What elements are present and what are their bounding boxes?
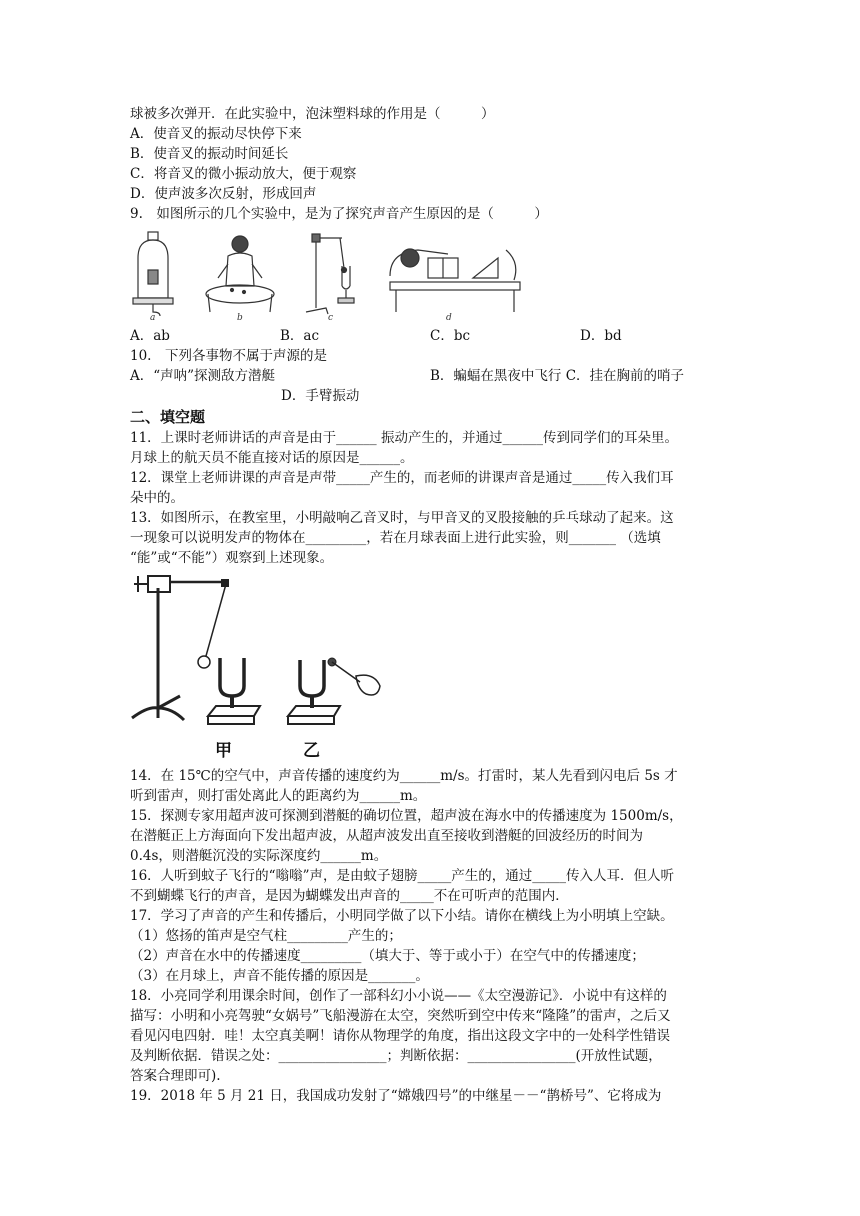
tuning-fork-jia-illustration: [208, 658, 260, 724]
q10-option-bc: B．蝙蝠在黑夜中飞行 C．挂在胸前的哨子: [430, 368, 685, 384]
person-drum-illustration: [206, 236, 274, 312]
q16-line-2: 不到蝴蝶飞行的声音，是因为蝴蝶发出声音的_____不在可听声的范围内．: [130, 888, 569, 904]
q17-line-1: 17．学习了声音的产生和传播后，小明同学做了以下小结。请你在横线上为小明填上空缺。: [130, 908, 674, 924]
q12-line-1: 12．课堂上老师讲课的声音是声带_____产生的，而老师的讲课声音是通过_____传入我们耳: [130, 470, 674, 486]
q13-line-2: 一现象可以说明发声的物体在_________，若在月球表面上进行此实验，则_______ （选填: [130, 530, 661, 546]
tuning-fork-stand-illustration: [306, 234, 354, 314]
q8-option-c: C．将音叉的微小振动放大，便于观察: [130, 166, 357, 182]
q15-line-1: 15．探测专家用超声波可探测到潜艇的确切位置，超声波在海水中的传播速度为 1500m/s，: [130, 808, 683, 824]
q9-option-b: B．ac: [280, 328, 320, 344]
q8-option-a: A．使音叉的振动尽快停下来: [130, 126, 302, 142]
figure-label-d: d: [446, 313, 452, 323]
q9-option-c: C．bc: [430, 328, 471, 344]
q18-line-2: 描写：小明和小亮驾驶“女娲号”飞船漫游在太空，突然听到空中传来“隆隆”的雷声，之后又: [130, 1008, 671, 1024]
figure-label-b: b: [237, 313, 243, 323]
q18-line-4: 及判断依据．错误之处：________________；判断依据：________________(开放性试题，: [130, 1048, 662, 1064]
q9-stem: 9. 如图所示的几个实验中，是为了探究声音产生原因的是（ ）: [130, 206, 548, 222]
q8-option-d: D．使声波多次反射，形成回声: [130, 186, 317, 202]
q18-line-5: 答案合理即可).: [130, 1068, 221, 1084]
figure-label-a: a: [150, 313, 156, 323]
person-table-illustration: [390, 249, 520, 312]
fork-label-yi: 乙: [303, 741, 320, 761]
tuning-fork-yi-illustration: [288, 658, 380, 724]
q17-line-2: （1）悠扬的笛声是空气柱_________产生的；: [130, 928, 402, 944]
q10-stem: 10. 下列各事物不属于声源的是: [130, 348, 327, 364]
q17-line-3: （2）声音在水中的传播速度_________（填大于、等于或小于）在空气中的传播速度；: [130, 948, 645, 964]
q15-line-3: 0.4s，则潜艇沉没的实际深度约______m。: [130, 848, 388, 864]
section-heading: 二、填空题: [130, 408, 206, 426]
q14-line-1: 14．在 15℃的空气中，声音传播的速度约为______m/s。打雷时，某人先看到闪电后 5s 才: [130, 768, 678, 784]
q10-option-d: D．手臂振动: [281, 388, 360, 404]
q9-figure: [128, 228, 528, 324]
iron-stand-illustration: [132, 576, 228, 720]
q13-figure: [128, 568, 398, 728]
q13-line-3: “能”或“不能”）观察到上述现象。: [130, 550, 334, 566]
fork-label-jia: 甲: [215, 741, 232, 761]
q8-stem-line: 球被多次弹开．在此实验中，泡沫塑料球的作用是（ ）: [130, 106, 495, 122]
q19-line-1: 19．2018 年 5 月 21 日，我国成功发射了“嫦娥四号”的中继星－－“鹊桥号”、它将成为: [130, 1088, 662, 1104]
q9-option-a: A．ab: [130, 328, 170, 344]
q16-line-1: 16．人听到蚊子飞行的“嗡嗡”声，是由蚊子翅膀_____产生的，通过_____传入人耳．但人听: [130, 868, 674, 884]
q11-line-1: 11．上课时老师讲话的声音是由于______ 振动产生的，并通过______传到同学们的耳朵里。: [130, 430, 678, 446]
q9-option-d: D．bd: [580, 328, 622, 344]
q8-option-b: B．使音叉的振动时间延长: [130, 146, 289, 162]
q15-line-2: 在潜艇正上方海面向下发出超声波，从超声波发出直至接收到潜艇的回波经历的时间为: [130, 828, 643, 844]
q18-line-1: 18．小亮同学利用课余时间，创作了一部科幻小小说——《太空漫游记》．小说中有这样的: [130, 988, 667, 1004]
q11-line-2: 月球上的航天员不能直接对话的原因是______。: [130, 450, 414, 466]
q14-line-2: 听到雷声，则打雷处离此人的距离约为______m。: [130, 788, 427, 804]
bell-jar-illustration: [133, 232, 173, 316]
q17-line-4: （3）在月球上，声音不能传播的原因是_______。: [130, 968, 429, 984]
q13-line-1: 13．如图所示，在教室里，小明敲响乙音叉时，与甲音叉的叉股接触的乒乓球动了起来。这: [130, 510, 674, 526]
q10-option-a: A．“声呐”探测敌方潜艇: [130, 368, 276, 384]
figure-label-c: c: [328, 313, 334, 323]
q18-line-3: 看见闪电四射．哇！太空真美啊！请你从物理学的角度，指出这段文字中的一处科学性错误: [130, 1028, 670, 1044]
q12-line-2: 朵中的。: [130, 490, 184, 506]
